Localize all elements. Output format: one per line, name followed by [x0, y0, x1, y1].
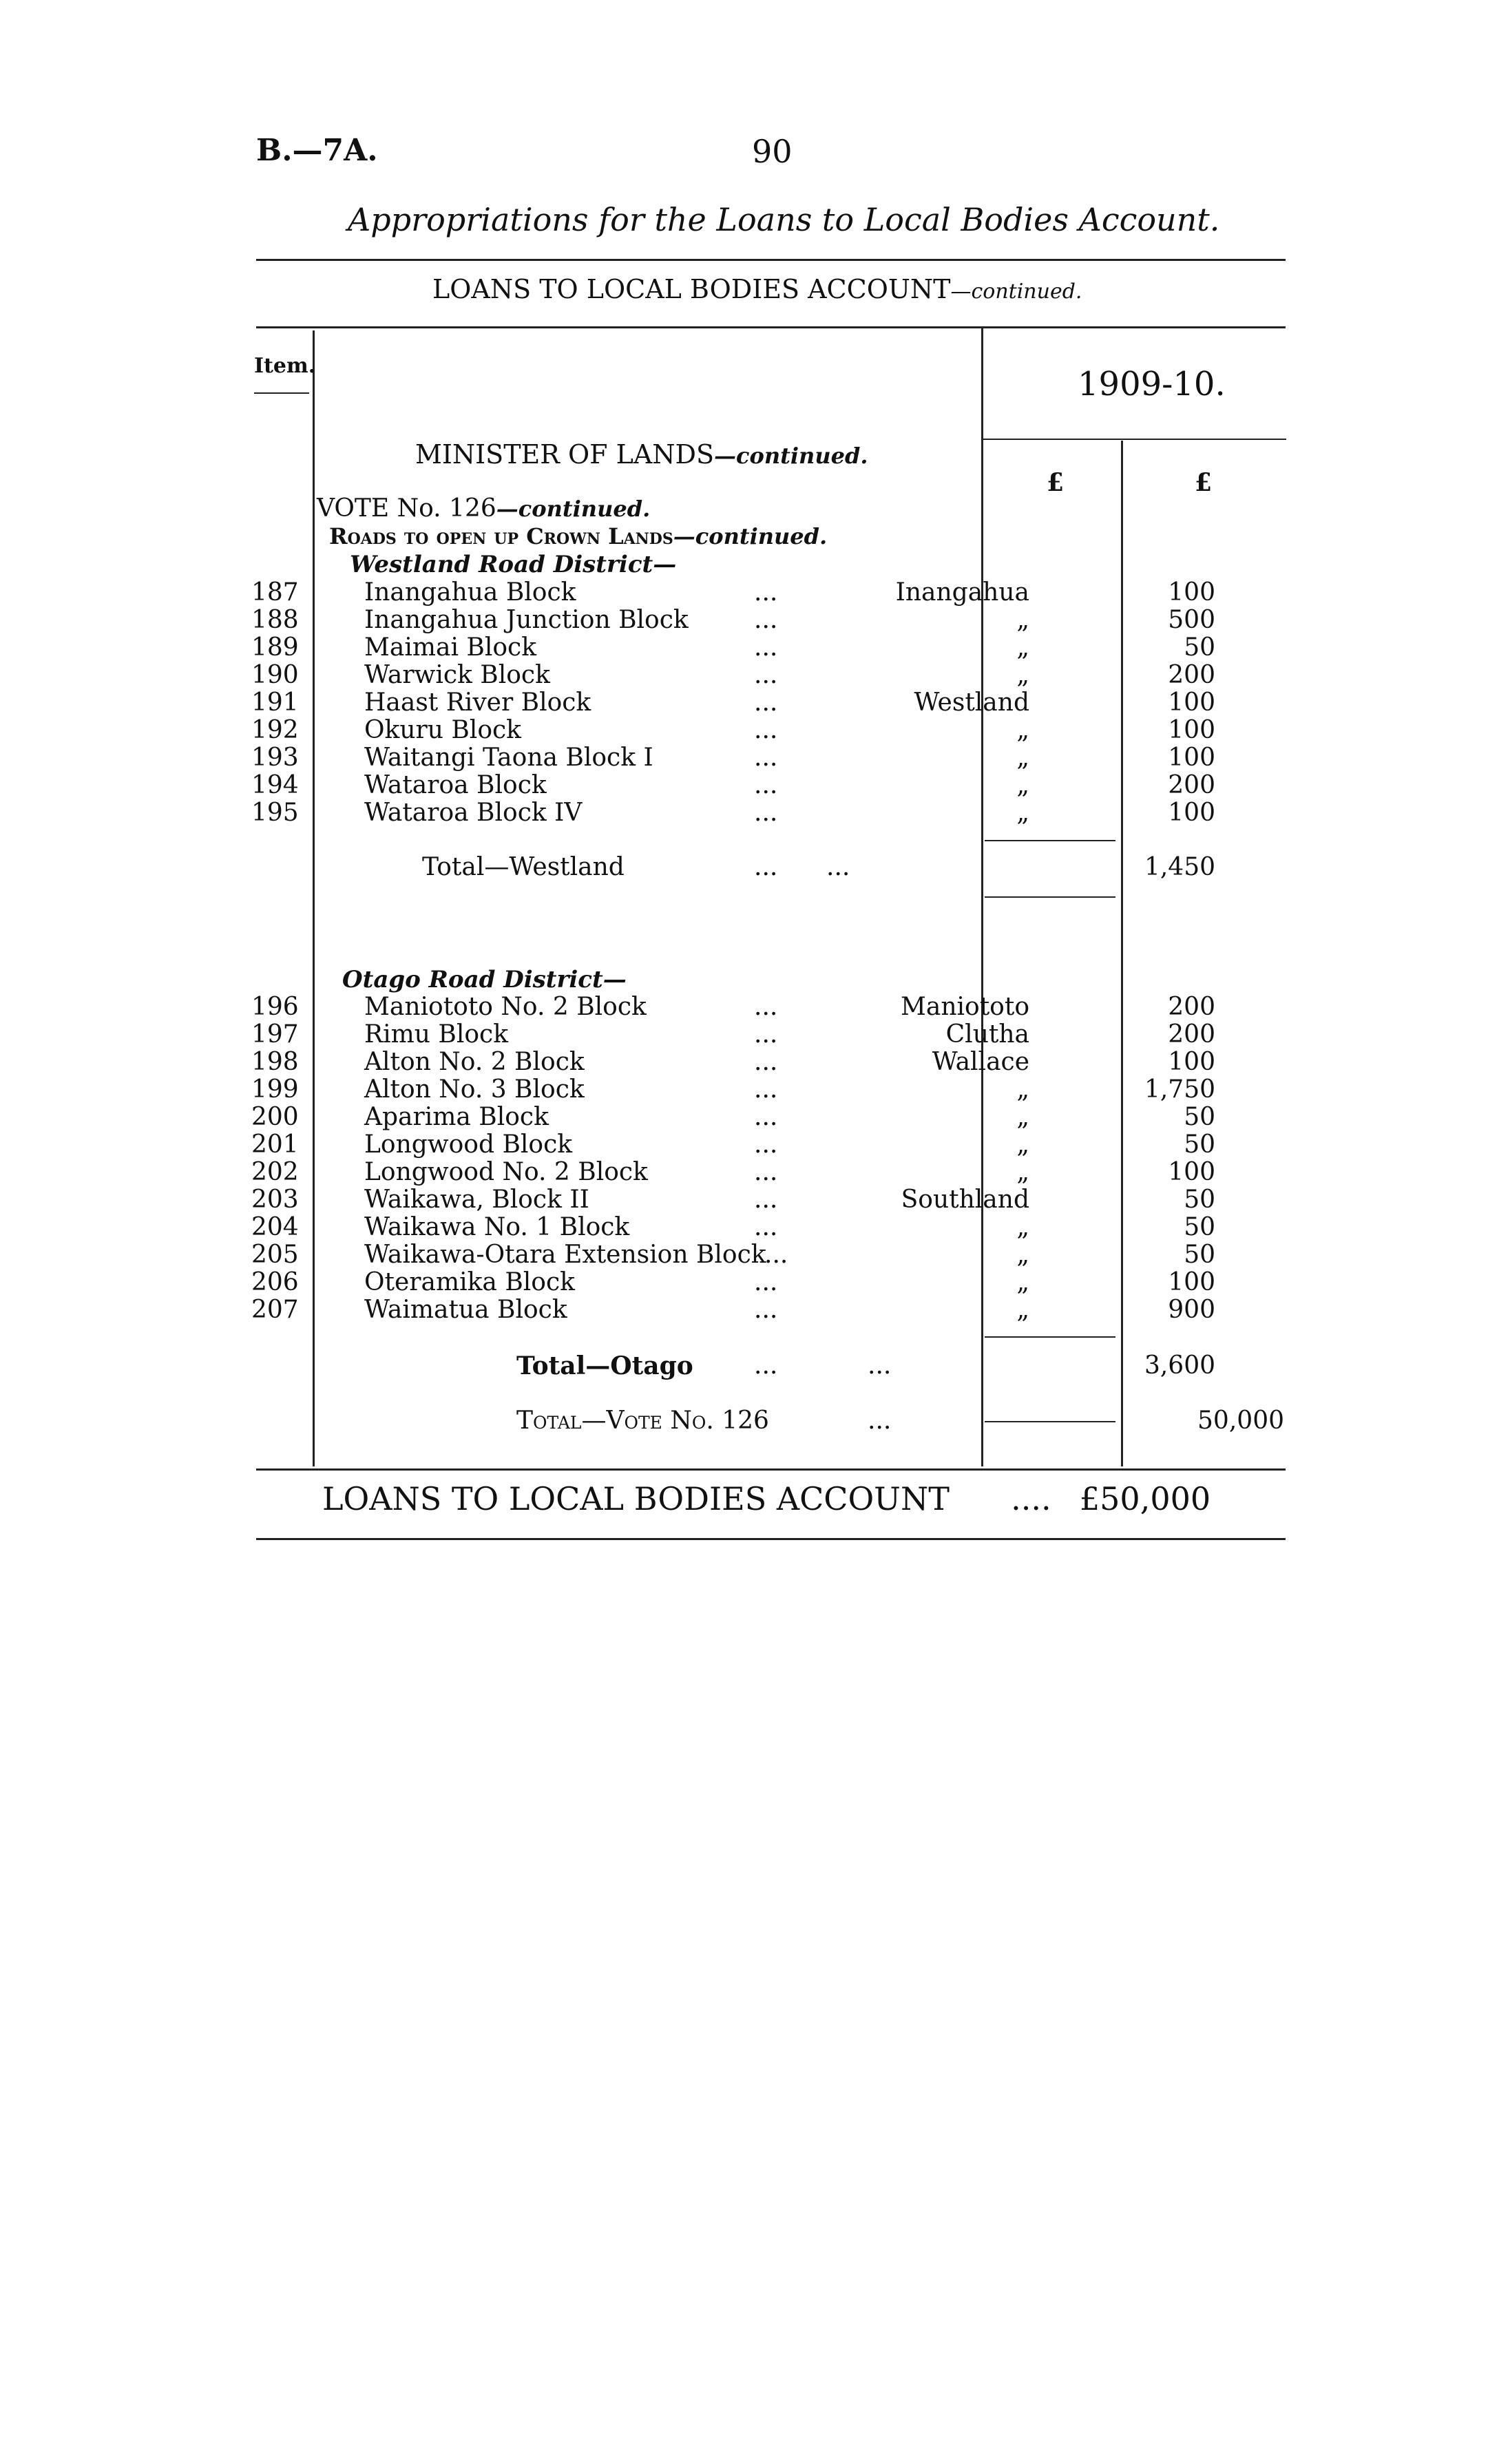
amount: 200	[1168, 993, 1215, 1021]
block-name: Inangahua Junction Block	[364, 606, 689, 634]
table-row	[251, 1158, 1215, 1186]
leader-dots: ...	[754, 1268, 778, 1296]
district-name: „	[1016, 1075, 1029, 1104]
block-name: Okuru Block	[364, 716, 521, 744]
item-number: 199	[251, 1075, 299, 1104]
leader-dots: ...	[754, 716, 778, 744]
account-total-label: LOANS TO LOCAL BODIES ACCOUNT	[322, 1480, 950, 1517]
item-number: 197	[251, 1020, 299, 1049]
table-row	[251, 633, 1215, 662]
page-number: 90	[752, 133, 793, 170]
amount: 100	[1168, 716, 1215, 744]
district-name: Inangahua	[895, 578, 1029, 607]
section-heading-main: MINISTER OF LANDS	[415, 439, 715, 470]
amount: 100	[1168, 799, 1215, 827]
item-number: 195	[251, 799, 299, 827]
leader-dots: ...	[754, 1048, 778, 1076]
leader-dots: ...	[754, 1213, 778, 1241]
westland-subtotal-rule	[985, 840, 1115, 841]
item-number: 187	[251, 578, 299, 607]
block-name: Alton No. 3 Block	[364, 1075, 585, 1104]
page-reference: B.—7A.	[256, 133, 378, 168]
table-row	[251, 1048, 1215, 1076]
otago-total-value: 3,600	[1144, 1351, 1215, 1380]
page-subtitle: Appropriations for the Loans to Local Bodies Account.	[348, 201, 1220, 238]
block-name: Wataroa Block	[364, 771, 547, 799]
account-heading	[432, 274, 1082, 304]
item-number: 203	[251, 1186, 299, 1214]
roads-heading-main: Roads to open up Crown Lands	[329, 523, 673, 549]
item-number: 206	[251, 1268, 299, 1296]
table-row	[251, 1296, 1215, 1324]
col1-unit: £	[1047, 468, 1065, 497]
table-row	[251, 1213, 1215, 1241]
amount: 50	[1184, 1103, 1215, 1131]
district-name: „	[1016, 1130, 1029, 1159]
leader-dots: ...	[826, 853, 850, 881]
westland-total-value: 1,450	[1144, 853, 1215, 881]
item-number: 204	[251, 1213, 299, 1241]
item-number: 198	[251, 1048, 299, 1076]
westland-district-heading: Westland Road District—	[350, 551, 677, 578]
account-heading-main: LOANS TO LOCAL BODIES ACCOUNT	[432, 274, 951, 304]
leader-dots: ...	[754, 578, 778, 607]
leader-dots: ...	[754, 1351, 778, 1380]
item-header-underline	[254, 392, 309, 394]
table-row	[251, 1186, 1215, 1214]
leader-dots: ...	[754, 1186, 778, 1214]
amount: 50	[1184, 633, 1215, 662]
table-row	[251, 799, 1215, 827]
item-number: 188	[251, 606, 299, 634]
roads-heading	[329, 523, 827, 549]
section-heading	[415, 439, 868, 470]
leader-dots: ...	[868, 1351, 892, 1380]
district-name: „	[1016, 661, 1029, 689]
rule-table-bottom	[256, 1468, 1286, 1471]
table-row	[251, 993, 1215, 1021]
leader-dots: ...	[754, 688, 778, 717]
amount: 200	[1168, 1020, 1215, 1049]
table-row	[251, 1268, 1215, 1296]
block-name: Wataroa Block IV	[364, 799, 583, 827]
district-name: „	[1016, 1268, 1029, 1296]
district-name: „	[1016, 771, 1029, 799]
district-name: Maniototo	[901, 993, 1029, 1021]
block-name: Waikawa No. 1 Block	[364, 1213, 630, 1241]
table-row	[251, 1020, 1215, 1049]
amount: 900	[1168, 1296, 1215, 1324]
amount: 50	[1184, 1213, 1215, 1241]
table-row	[251, 688, 1215, 717]
item-number: 193	[251, 744, 299, 772]
rule-footer	[256, 1538, 1286, 1540]
block-name: Alton No. 2 Block	[364, 1048, 585, 1076]
amount: 200	[1168, 771, 1215, 799]
item-number: 200	[251, 1103, 299, 1131]
leader-dots: ...	[754, 1296, 778, 1324]
item-number: 201	[251, 1130, 299, 1159]
table-row	[251, 661, 1215, 689]
leader-dots: ...	[754, 1020, 778, 1049]
leader-dots: ...	[754, 633, 778, 662]
leader-dots: ....	[1011, 1480, 1051, 1517]
item-number: 192	[251, 716, 299, 744]
item-number: 194	[251, 771, 299, 799]
leader-dots: ...	[754, 1075, 778, 1104]
district-name: Clutha	[945, 1020, 1029, 1049]
table-row	[251, 771, 1215, 799]
leader-dots: ...	[764, 1241, 788, 1269]
amount: 1,750	[1144, 1075, 1215, 1104]
amount: 50	[1184, 1130, 1215, 1159]
table-row	[251, 1075, 1215, 1104]
district-name: Wallace	[932, 1048, 1029, 1076]
vote-total-row	[251, 1407, 1284, 1435]
rule-top	[256, 259, 1286, 261]
amount: 100	[1168, 1048, 1215, 1076]
vote-total-label: Total—Vote No. 126	[516, 1407, 769, 1435]
otago-subtotal-rule	[985, 1336, 1115, 1338]
amount: 50	[1184, 1186, 1215, 1214]
leader-dots: ...	[754, 799, 778, 827]
col2-unit: £	[1195, 468, 1213, 497]
block-name: Oteramika Block	[364, 1268, 575, 1296]
otago-total-row	[251, 1351, 1215, 1380]
amount: 100	[1168, 578, 1215, 607]
vote-heading	[317, 494, 650, 523]
block-name: Maimai Block	[364, 633, 537, 662]
account-total-value: £50,000	[1079, 1480, 1211, 1517]
leader-dots: ...	[754, 661, 778, 689]
amount: 100	[1168, 1268, 1215, 1296]
district-name: „	[1016, 606, 1029, 634]
block-name: Rimu Block	[364, 1020, 509, 1049]
table-row	[251, 744, 1215, 772]
account-total-line	[322, 1480, 1211, 1517]
leader-dots: ...	[754, 606, 778, 634]
block-name: Inangahua Block	[364, 578, 576, 607]
westland-total-row	[251, 853, 1215, 881]
block-name: Longwood Block	[364, 1130, 573, 1159]
item-number: 196	[251, 993, 299, 1021]
item-header: Item.	[254, 354, 316, 378]
district-name: „	[1016, 633, 1029, 662]
amount: 500	[1168, 606, 1215, 634]
otago-total-label: Total—Otago	[516, 1351, 693, 1380]
item-number: 191	[251, 688, 299, 717]
block-name: Longwood No. 2 Block	[364, 1158, 648, 1186]
district-name: „	[1016, 716, 1029, 744]
roads-heading-cont: —continued.	[673, 523, 828, 549]
vote-total-value: 50,000	[1197, 1407, 1284, 1435]
district-name: „	[1016, 1158, 1029, 1186]
table-row	[251, 716, 1215, 744]
amount: 50	[1184, 1241, 1215, 1269]
district-name: „	[1016, 1296, 1029, 1324]
block-name: Waikawa, Block II	[364, 1186, 589, 1214]
district-name: „	[1016, 799, 1029, 827]
table-row	[251, 606, 1215, 634]
leader-dots: ...	[754, 853, 778, 881]
account-heading-cont: —continued.	[950, 280, 1082, 304]
westland-total-label: Total—Westland	[422, 853, 625, 881]
item-number: 205	[251, 1241, 299, 1269]
leader-dots: ...	[754, 1103, 778, 1131]
otago-district-heading: Otago Road District—	[342, 966, 627, 993]
leader-dots: ...	[754, 1130, 778, 1159]
leader-dots: ...	[868, 1407, 892, 1435]
item-number: 189	[251, 633, 299, 662]
leader-dots: ...	[754, 1158, 778, 1186]
block-name: Haast River Block	[364, 688, 591, 717]
table-row	[251, 578, 1215, 607]
district-name: „	[1016, 744, 1029, 772]
block-name: Aparima Block	[364, 1103, 549, 1131]
amount: 100	[1168, 1158, 1215, 1186]
year-header-rule	[983, 439, 1286, 440]
district-name: Westland	[914, 688, 1029, 717]
block-name: Maniototo No. 2 Block	[364, 993, 647, 1021]
district-name: „	[1016, 1103, 1029, 1131]
vote-heading-main: VOTE No. 126	[317, 494, 496, 523]
leader-dots: ...	[754, 993, 778, 1021]
block-name: Waitangi Taona Block I	[364, 744, 653, 772]
item-number: 207	[251, 1296, 299, 1324]
block-name: Warwick Block	[364, 661, 550, 689]
table-row	[251, 1241, 1215, 1269]
leader-dots: ...	[754, 744, 778, 772]
block-name: Waimatua Block	[364, 1296, 567, 1324]
district-name: „	[1016, 1241, 1029, 1269]
amount: 200	[1168, 661, 1215, 689]
item-number: 190	[251, 661, 299, 689]
amount: 100	[1168, 744, 1215, 772]
amount: 100	[1168, 688, 1215, 717]
block-name: Waikawa-Otara Extension Block	[364, 1241, 766, 1269]
district-name: Southland	[901, 1186, 1029, 1214]
rule-table-top	[256, 326, 1286, 328]
westland-total-rule	[985, 896, 1115, 898]
district-name: „	[1016, 1213, 1029, 1241]
leader-dots: ...	[754, 771, 778, 799]
year-header: 1909-10.	[1078, 365, 1226, 403]
table-row	[251, 1130, 1215, 1159]
vote-heading-cont: —continued.	[496, 496, 651, 522]
section-heading-cont: —continued.	[714, 443, 868, 469]
item-number: 202	[251, 1158, 299, 1186]
table-row	[251, 1103, 1215, 1131]
